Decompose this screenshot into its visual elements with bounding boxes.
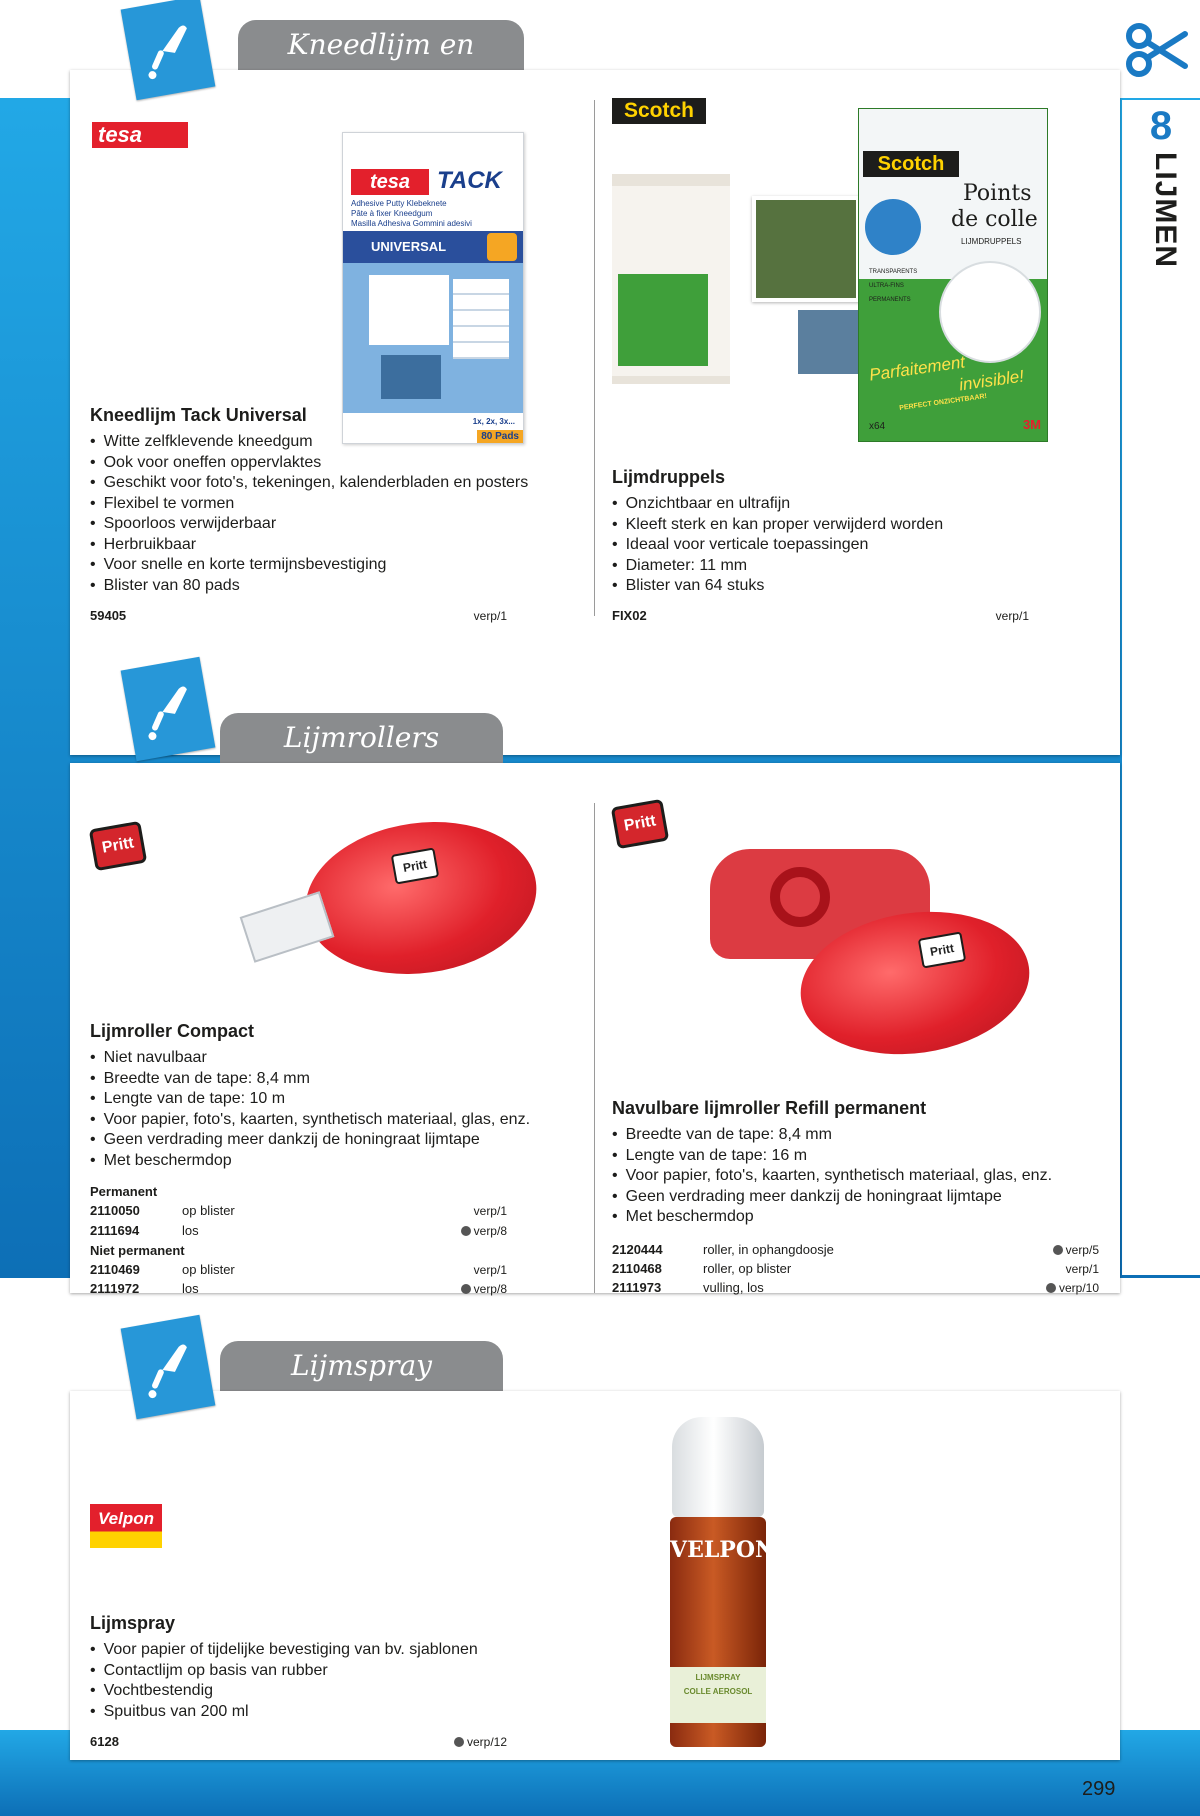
package-brand: tesa: [351, 169, 429, 195]
pritt-logo: Pritt: [611, 799, 670, 849]
velpon-logo: Velpon: [90, 1504, 162, 1548]
bullet: • Geschikt voor foto's, tekeningen, kalenderbladen en posters: [90, 473, 550, 494]
bullet: • Lengte van de tape: 10 m: [90, 1089, 570, 1110]
bullet: • Blister van 64 stuks: [612, 576, 1072, 597]
spray-brand: VELPON: [670, 1537, 776, 1563]
article-desc: los: [182, 1223, 199, 1238]
article-code: 2110468: [612, 1261, 662, 1276]
package-feature-2: ULTRA-FINS: [869, 283, 904, 289]
roller-body: [296, 808, 547, 989]
availability-dot-icon: [1046, 1283, 1056, 1293]
package-maker: 3M: [1022, 417, 1041, 432]
article-desc: roller, in ophangdoosje: [703, 1242, 834, 1257]
scissors-icon: [1125, 22, 1189, 78]
product-title-lijmdruppels: Lijmdruppels: [612, 467, 726, 487]
bullet: • Ook voor oneffen oppervlaktes: [90, 453, 550, 474]
photo-album-image: [612, 174, 862, 384]
bullet: • Onzichtbaar en ultrafijn: [612, 494, 1072, 515]
pack-size: [1009, 1243, 1099, 1257]
bullet: • Blister van 80 pads: [90, 576, 550, 597]
section-tab-lijmspray: Lijmspray: [220, 1341, 503, 1391]
package-name-2: de colle: [951, 207, 1038, 232]
product-title-tack: Kneedlijm Tack Universal: [90, 405, 307, 425]
product-title-refill: Navulbare lijmroller Refill permanent: [612, 1098, 927, 1118]
package-sub: LIJMDRUPPELS: [961, 237, 1022, 246]
article-code: 59405: [90, 608, 127, 623]
column-divider: [594, 100, 595, 616]
bullet: • Voor snelle en korte termijnsbevestiging: [90, 555, 550, 576]
refill-spool: [770, 867, 830, 927]
section-tab-lijmrollers: Lijmrollers: [220, 713, 503, 763]
chapter-sidebar: [1122, 100, 1200, 1275]
package-sizes: 1x, 2x, 3x...: [472, 417, 515, 426]
column-divider: [594, 803, 595, 1293]
pritt-logo: Pritt: [89, 821, 148, 871]
package-variant: UNIVERSAL: [371, 239, 447, 254]
pack-size: [417, 1224, 507, 1238]
glue-tube-icon: [133, 1328, 204, 1407]
pack-size-text: verp/10: [1058, 1281, 1099, 1295]
pack-size: verp/1: [473, 1263, 507, 1277]
bullet: • Breedte van de tape: 8,4 mm: [612, 1125, 1092, 1146]
pack-size: [417, 1735, 507, 1749]
article-code: 6128: [90, 1734, 119, 1749]
bullet: • Met beschermdop: [90, 1151, 570, 1172]
package-scotch-brand: Scotch: [863, 151, 959, 177]
spray-cap: [672, 1417, 764, 1517]
pack-size: verp/1: [473, 609, 507, 623]
bullet-list-tack: [90, 432, 550, 596]
package-photo: [381, 355, 441, 399]
product-title-lijmspray: Lijmspray: [90, 1613, 176, 1633]
package-feature-1: TRANSPARENTS: [869, 269, 918, 275]
pack-size-text: verp/12: [466, 1735, 507, 1749]
bullet: • Niet navulbaar: [90, 1048, 570, 1069]
roller-label: Pritt: [391, 847, 440, 884]
package-variant-band: [343, 231, 523, 263]
article-desc: vulling, los: [703, 1280, 764, 1295]
group-label-niet-permanent: Niet permanent: [90, 1243, 185, 1258]
scotch-points-package-image: [858, 108, 1048, 442]
article-code: 2120444: [612, 1242, 663, 1257]
article-code: 2111973: [612, 1280, 662, 1295]
glue-roller-refill-image: [700, 843, 1040, 1063]
pack-size-text: verp/5: [1065, 1243, 1099, 1257]
article-desc: roller, op blister: [703, 1261, 792, 1276]
package-slogan-1: Parfaitement: [868, 352, 967, 385]
bullet: • Lengte van de tape: 16 m: [612, 1146, 1092, 1167]
tesa-logo: tesa: [92, 122, 188, 148]
package-photo-area: [343, 263, 523, 413]
package-glue-dot-photo: [865, 199, 921, 255]
spray-can-image: [670, 1417, 776, 1747]
bullet: • Breedte van de tape: 8,4 mm: [90, 1069, 570, 1090]
package-desc-1: Adhesive Putty Klebeknete: [351, 199, 447, 208]
chapter-name: LIJMEN: [1149, 152, 1182, 269]
bullet: • Spoorloos verwijderbaar: [90, 514, 550, 535]
package-count: 80 Pads: [477, 430, 523, 443]
bullet: • Met beschermdop: [612, 1207, 1092, 1228]
bullet: • Witte zelfklevende kneedgum: [90, 432, 550, 453]
package-pads: [453, 279, 509, 359]
package-desc-3: Masilla Adhesiva Gommini adesivi: [351, 219, 472, 228]
article-code: FIX02: [612, 608, 647, 623]
refill-label: Pritt: [918, 931, 967, 968]
package-slogan-2: invisible!: [957, 366, 1026, 395]
package-feature-3: PERMANENTS: [869, 297, 911, 303]
pack-size: [1009, 1281, 1099, 1295]
bullet: • Kleeft sterk en kan proper verwijderd worden: [612, 515, 1072, 536]
glue-tube-icon: [133, 9, 204, 88]
product-title-compact: Lijmroller Compact: [90, 1021, 255, 1041]
article-code: 2110469: [90, 1262, 140, 1277]
availability-dot-icon: [461, 1226, 471, 1236]
package-note: [369, 275, 449, 345]
bullet-list-refill: [612, 1125, 1092, 1228]
bullet: • Voor papier, foto's, kaarten, synthetisch materiaal, glas, enz.: [612, 1166, 1092, 1187]
bullet: • Geen verdrading meer dankzij de honingraat lijmtape: [612, 1187, 1092, 1208]
article-code: 2110050: [90, 1203, 140, 1218]
chapter-number: 8: [1149, 104, 1173, 148]
package-dots-sheet: [939, 261, 1041, 363]
article-desc: los: [182, 1281, 199, 1296]
bullet-list-lijmdruppels: [612, 494, 1072, 597]
article-desc: op blister: [182, 1262, 235, 1277]
spray-line-1: LIJMSPRAY: [695, 1673, 741, 1682]
glue-tag-icon: [121, 1315, 216, 1419]
bullet: • Herbruikbaar: [90, 535, 550, 556]
pack-size-text: verp/8: [473, 1282, 507, 1296]
bullet: • Contactlijm op basis van rubber: [90, 1661, 570, 1682]
package-count: x64: [869, 421, 886, 432]
package-slogan-3: PERFECT ONZICHTBAAR!: [898, 392, 988, 413]
card-kneedlijm: [70, 70, 1120, 755]
spray-line-2: COLLE AEROSOL: [683, 1687, 753, 1696]
album-photo-family: [752, 196, 860, 302]
page-number: 299: [1082, 1778, 1116, 1800]
bullet: • Voor papier of tijdelijke bevestiging van bv. sjablonen: [90, 1640, 570, 1661]
bullet: • Voor papier, foto's, kaarten, synthetisch materiaal, glas, enz.: [90, 1110, 570, 1131]
scotch-logo: Scotch: [612, 98, 706, 124]
availability-dot-icon: [461, 1284, 471, 1294]
pack-size: verp/1: [995, 609, 1029, 623]
package-tag: [487, 233, 517, 261]
roller-tip: [240, 891, 335, 963]
package-name: TACK: [437, 167, 502, 194]
availability-dot-icon: [1053, 1245, 1063, 1255]
bullet: • Flexibel te vormen: [90, 494, 550, 515]
bullet-list-compact: [90, 1048, 570, 1171]
album-photo-sea: [798, 310, 862, 374]
package-desc-2: Pâte à fixer Kneedgum: [351, 209, 433, 218]
bullet: • Geen verdrading meer dankzij de honingraat lijmtape: [90, 1130, 570, 1151]
pack-size: [417, 1282, 507, 1296]
article-code: 2111972: [90, 1281, 140, 1296]
bullet: • Ideaal voor verticale toepassingen: [612, 535, 1072, 556]
card-lijmrollers: [70, 763, 1120, 1296]
pack-size-text: verp/8: [473, 1224, 507, 1238]
bullet: • Spuitbus van 200 ml: [90, 1702, 570, 1723]
package-name-1: Points: [963, 181, 1032, 206]
bullet-list-lijmspray: [90, 1640, 570, 1722]
glue-tube-icon: [133, 670, 204, 749]
pack-size: verp/1: [1065, 1262, 1099, 1276]
group-label-permanent: Permanent: [90, 1184, 158, 1199]
availability-dot-icon: [454, 1737, 464, 1747]
card-lijmspray: [70, 1391, 1120, 1760]
album-mini-pack: [618, 274, 708, 366]
bullet: • Diameter: 11 mm: [612, 556, 1072, 577]
bullet: • Vochtbestendig: [90, 1681, 570, 1702]
glue-tag-icon: [121, 657, 216, 761]
glue-roller-compact-image: [245, 823, 545, 983]
article-code: 2111694: [90, 1223, 140, 1238]
glue-tag-icon: [121, 0, 216, 100]
article-desc: op blister: [182, 1203, 235, 1218]
section-tab-kneedlijm: Kneedlijm en: [238, 20, 524, 70]
pack-size: verp/1: [473, 1204, 507, 1218]
tesa-tack-package-image: [342, 132, 524, 444]
